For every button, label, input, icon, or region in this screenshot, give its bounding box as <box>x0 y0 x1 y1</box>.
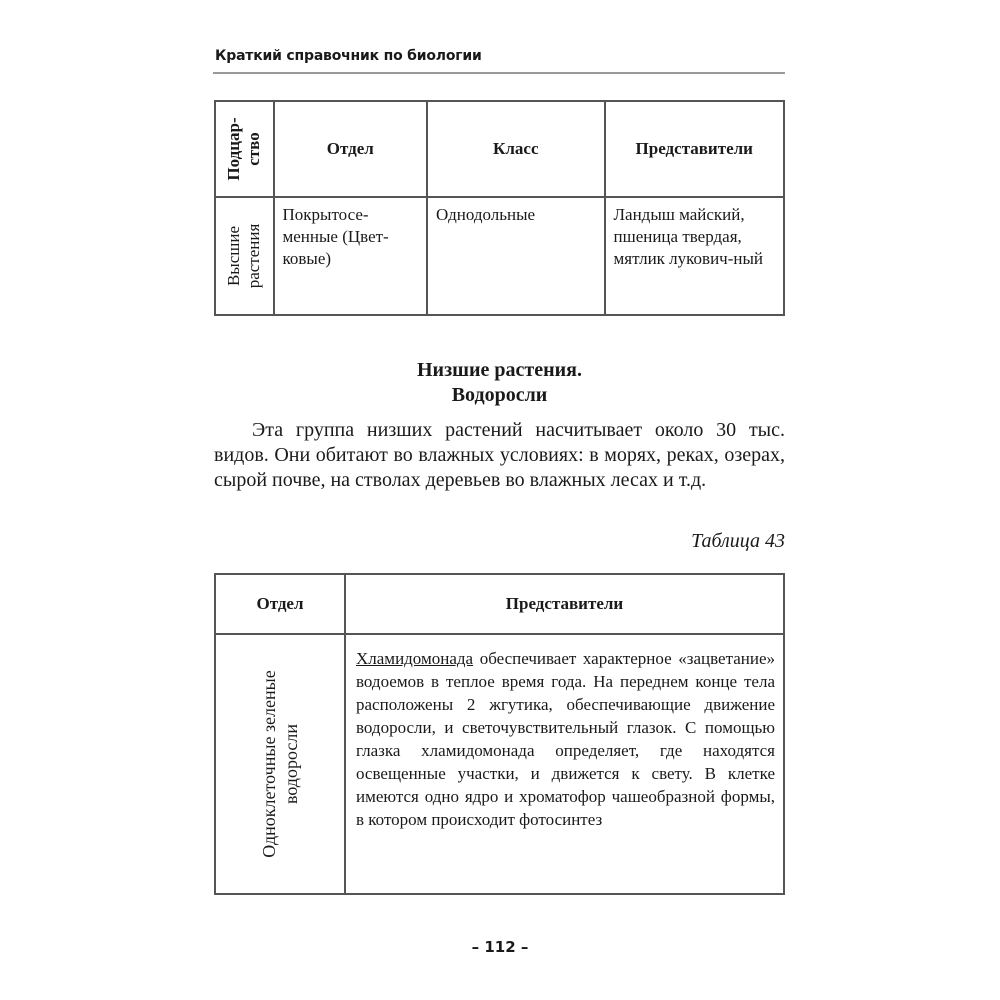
header-representatives: Представители <box>345 574 784 634</box>
underlined-term: Хламидомонада <box>356 649 474 668</box>
plants-classification-table <box>214 100 785 316</box>
running-head: Краткий справочник по биологии <box>215 48 482 64</box>
cell-division: Одноклеточные зеленые водоросли <box>215 634 345 894</box>
table-row <box>215 197 784 315</box>
table-caption: Таблица 43 <box>691 530 785 552</box>
cell-class: Однодольные <box>427 197 604 315</box>
cell-division: Покрытосе-менные (Цвет-ковые) <box>274 197 428 315</box>
cell-representatives: Ландыш майский, пшеница твердая, мятлик лукович-ный <box>605 197 785 315</box>
section-paragraph: Эта группа низших растений насчитывает около 30 тыс. видов. Они обитают во влажных условиях: в морях, реках, озерах, сырой почве, на стволах деревьев во влажных лесах и т.д. <box>214 419 785 491</box>
header-subkingdom: Подцар- ство <box>215 101 274 197</box>
table-header-row <box>215 574 784 634</box>
cell-representatives: Хламидомонада обеспечивает характерное «зацветание» водоемов в теплое время года. На переднем конце тела расположены 2 жгутика, обеспечивающие движение водоросли, и светочувствительный глазок. С помощью глазка хламидомонада определяет, где находятся освещенные участки, и движется к свету. В клетке имеются одно ядро и хроматофор чашеобразной формы, в котором происходит фотосинтез <box>345 634 784 894</box>
header-division: Отдел <box>274 101 428 197</box>
header-division: Отдел <box>215 574 345 634</box>
section-title-line1: Низшие растения. <box>417 359 582 381</box>
header-class: Класс <box>427 101 604 197</box>
header-representatives: Представители <box>605 101 785 197</box>
table-row <box>215 634 784 894</box>
cell-subkingdom: Высшие растения <box>215 197 274 315</box>
header-rule <box>213 72 785 74</box>
page-number: – 112 – <box>471 938 529 956</box>
algae-table <box>214 573 785 895</box>
section-title-line2: Водоросли <box>451 384 548 406</box>
table-header-row <box>215 101 784 197</box>
